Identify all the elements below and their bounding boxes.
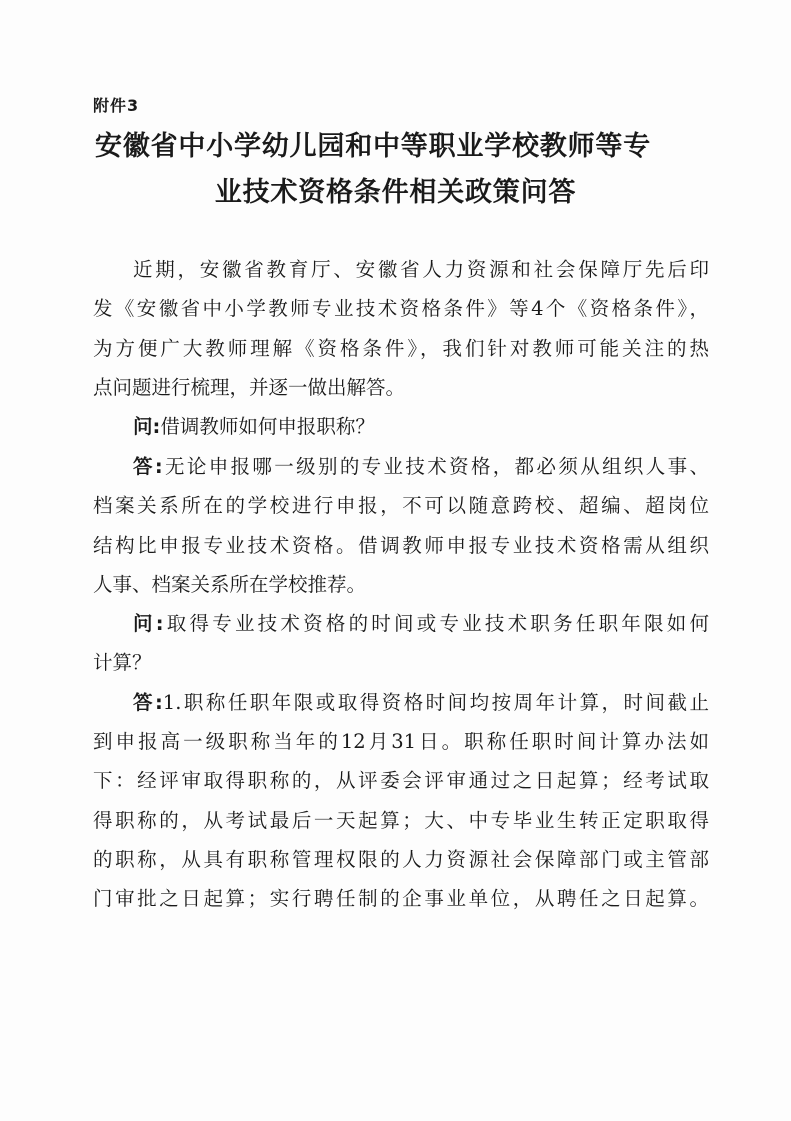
answer-1-line-1 bbox=[93, 454, 709, 480]
answer-1-line-3: 结构比申报专业技术资格。借调教师申报专业技术资格需从组织 bbox=[93, 534, 709, 557]
answer-label: 答: bbox=[133, 691, 163, 714]
document-title-line-2: 业技术资格条件相关政策问答 bbox=[214, 177, 577, 208]
question-text: 借调教师如何申报职称？ bbox=[160, 415, 375, 438]
question-label: 问: bbox=[133, 415, 161, 438]
answer-2-line-6: 门审批之日起算；实行聘任制的企事业单位，从聘任之日起算。 bbox=[93, 887, 709, 910]
answer-text: 无论申报哪一级别的专业技术资格，都必须从组织人事、 bbox=[162, 455, 709, 478]
answer-2-line-3: 下：经评审取得职称的，从评委会评审通过之日起算；经考试取 bbox=[93, 769, 709, 792]
answer-2-line-4: 得职称的，从考试最后一天起算；大、中专毕业生转正定职取得 bbox=[93, 809, 709, 832]
intro-line-4: 点问题进行梳理，并逐一做出解答。 bbox=[93, 376, 406, 399]
question-1 bbox=[93, 414, 709, 440]
answer-1-line-2: 档案关系所在的学校进行申报，不可以随意跨校、超编、超岗位 bbox=[93, 494, 709, 517]
answer-1-line-4: 人事、档案关系所在学校推荐。 bbox=[93, 573, 367, 596]
attachment-label: 附件3 bbox=[93, 96, 140, 115]
question-2-line-1 bbox=[93, 611, 709, 637]
answer-label: 答: bbox=[133, 455, 163, 478]
question-text: 取得专业技术资格的时间或专业技术职务任职年限如何 bbox=[163, 612, 709, 635]
intro-line-3: 为方便广大教师理解《资格条件》，我们针对教师可能关注的热 bbox=[93, 337, 709, 360]
answer-2-line-5: 的职称，从具有职称管理权限的人力资源社会保障部门或主管部 bbox=[93, 848, 709, 871]
question-label: 问: bbox=[133, 612, 164, 635]
answer-2-line-2: 到申报高一级职称当年的12月31日。职称任职时间计算办法如 bbox=[93, 730, 709, 753]
document-title-line-1: 安徽省中小学幼儿园和中等职业学校教师等专 bbox=[95, 131, 651, 162]
intro-line-2: 发《安徽省中小学教师专业技术资格条件》等4个《资格条件》， bbox=[93, 297, 709, 320]
intro-line-1: 近期，安徽省教育厅、安徽省人力资源和社会保障厅先后印 bbox=[133, 258, 709, 281]
answer-2-line-1 bbox=[93, 690, 709, 716]
question-2-line-2: 计算？ bbox=[93, 651, 152, 674]
answer-text: 1.职称任职年限或取得资格时间均按周年计算，时间截止 bbox=[162, 691, 709, 714]
